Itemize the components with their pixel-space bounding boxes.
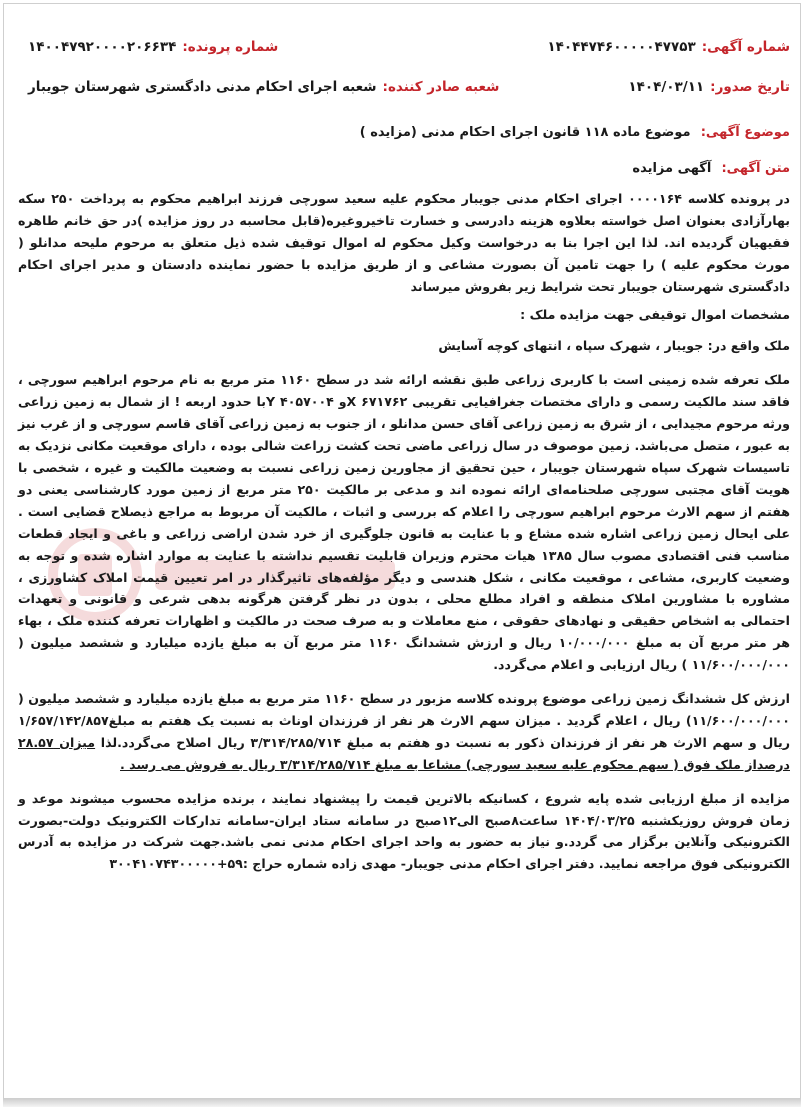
- case-number: [28, 39, 278, 55]
- meta-row-numbers: [18, 30, 790, 64]
- issue-date-label: تاریخ صدور:: [710, 79, 790, 95]
- paragraph-valuation: [18, 688, 790, 776]
- case-number-label: شماره پرونده:: [182, 39, 279, 55]
- paragraph-property-description: ملک تعرفه شده زمینی است با کاربری زراعی طبق نقشه ارائه شد در سطح ۱۱۶۰ متر مربع به نام مرحوم ابراهیم سورچی ، فاقد سند مالکیت رسمی و دارای مختصات جغرافیایی تقریبی ۶۷۱۷۶۲ Xو ۴۰۵۷۰۰۴ Yبا حدود اربعه ! از شمال به زمین زراعی ورثه مرحوم مجیدایی ، از شرق به زمین زراعی آقای حسن مدانلو ، از جنوب به زمین زراعی آقای قاسم سورچی و از غرب نیز به عبور ، متصل می‌باشد. زمین موصوف در سال زراعی ماضی تحت کشت زراعت شالی بوده ، دارای موقعیت مکانی نزدیک به تاسیسات شهرک سپاه شهرستان جویبار ، حین تحقیق از مجاورین زمین زراعی نسبت به وضعیت مالکیت و غیره ، شخصی با هویت آقای مجتبی سورچی صلحنامه‌ای ارائه نموده اند و مدعی بر مالکیت ۲۵۰ متر مربع از زمین مورد کارشناسی یعنی دو هفتم از سهم الارث مرحوم ابراهیم سورچی را اعلام که بررسی و اثبات ، مالکیت آن مربوط به مراجع ذیصلاح قضایی است . علی ایحال زمین زراعی اشاره شده مشاع و با عنایت به قانون جلوگیری از خرد شدن اراضی زراعی و باغی و ایجاد قطعات مناسب فنی اقتصادی مصوب سال ۱۳۸۵ هیات محترم وزیران قابلیت تقسیم نداشته با عنایت به موارد اشاره شده و توجه به وضعیت کاربری، مشاعی ، موقعیت مکانی ، شکل هندسی و دیگر مؤلفه‌های تاثیرگذار در امر تعیین قیمت املاک کشاورزی ، مشاوره با مشاورین املاک منطقه و افراد مطلع محلی ، بدون در نظر گرفتن هرگونه بدهی شرعی و قانونی و تعهدات احتمالی به اشخاص حقیقی و نهادهای حقوقی ، منع معاملات و به صرف صحت در مالکیت و اظهارات تعرفه کننده ملک ، بهاء هر متر مربع آن به مبلغ ۱۰/۰۰۰/۰۰۰ ریال و ارزش ششدانگ ۱۱۶۰ متر مربع آن به مبلغ یازده میلیارد و ششصد میلیون ( ۱۱/۶۰۰/۰۰۰/۰۰۰ ) ریال ارزیابی و اعلام می‌گردد.: [18, 372, 791, 673]
- text-heading-line: [18, 158, 790, 180]
- meta-row-date-issuer: [18, 70, 790, 104]
- paragraph-auction-terms: مزایده از مبلغ ارزیابی شده پایه شروع ، کسانیکه بالاترین قیمت را پیشنهاد نمایند ، برنده مزایده محسوب میشوند موعد و زمان فروش روزیکشنبه ۱۴۰۴/۰۳/۲۵ ساعت۸صبح الی۱۲صبح در سامانه ستاد ایران-سامانه تدارکات الکترونیک دولت-بصورت الکترونیکی وآنلاین برگزار می گردد.و نیاز به حضور به واحد اجرای احکام مدنی نمی باشد.جهت شرکت در مزایده به آدرس الکترونیکی فوق مراجعه نمایید. دفتر اجرای احکام مدنی جویبار- مهدی زاده شماره حراج :۵۹+۳۰۰۴۱۰۷۴۳۰۰۰۰۰: [18, 790, 791, 872]
- issuer-label: شعبه صادر کننده:: [382, 79, 500, 95]
- valuation-text: ارزش کل ششدانگ زمین زراعی موضوع پرونده کلاسه مزبور در سطح ۱۱۶۰ متر مربع به مبلغ یازده میلیارد و ششصد میلیون ( ۱۱/۶۰۰/۰۰۰/۰۰۰) ریال ، اعلام گردید . میزان سهم الارث هر نفر از فرزندان اوناث به نسبت یک هفتم به مبلغ۱/۶۵۷/۱۴۲/۸۵۷ ریال و سهم الارث هر نفر از فرزندان ذکور به نسبت دو هفتم به مبلغ ۳/۳۱۴/۲۸۵/۷۱۴ ریال اصلاح می‌گردد.لذا: [18, 691, 790, 750]
- case-number-value: ۱۴۰۰۴۷۹۲۰۰۰۰۲۰۶۶۳۴: [28, 39, 177, 55]
- ad-number: [547, 39, 790, 55]
- text-heading-label: متن آگهی:: [721, 161, 790, 176]
- page-bottom-shadow: [3, 1099, 801, 1107]
- subject-label: موضوع آگهی:: [700, 125, 790, 140]
- paragraph-case-intro: در پرونده کلاسه ۰۰۰۰۱۶۴ اجرای احکام مدنی جویبار محکوم علیه سعید سورچی فرزند ابراهیم محکوم به پرداخت ۲۵۰ سکه بهارآزادی بعنوان اصل خواسته بعلاوه هزینه دادرسی و خسارت تاخیروغیره(قابل محاسبه در روز مزایده )در حق خانم طاهره فقیهیان گردیده اند. لذا این اجرا بنا به درخواست وکیل محکوم له اموال توقیف شده ذیل متعلق به مرحوم ملیحه مدانلو ( مورث محکوم علیه ) را جهت تامین آن بصورت مشاعی و از طریق مزایده با حضور نماینده دادستان و مدیر اجرای احکام دادگستری شهرستان جویبار تحت شرایط زیر بفروش میرساند: [18, 191, 790, 294]
- issuer-value: شعبه اجرای احکام مدنی دادگستری شهرستان جویبار: [28, 79, 377, 95]
- subject-line: [18, 122, 790, 144]
- ad-number-value: ۱۴۰۴۴۷۴۶۰۰۰۰۰۴۷۷۵۳: [547, 39, 696, 55]
- issue-date: [628, 79, 790, 95]
- issuer: [28, 79, 499, 95]
- ad-number-label: شماره آگهی:: [701, 39, 790, 55]
- valuation-share-underlined: میزان ۲۸.۵۷ درصداز ملک فوق ( سهم محکوم علیه سعید سورچی) مشاعا به مبلغ ۳/۳۱۴/۲۸۵/۷۱۴ ریال به فروش می رسد .: [18, 734, 790, 772]
- subject-value: موضوع ماده ۱۱۸ قانون اجرای احکام مدنی (مزایده ): [359, 125, 691, 140]
- paragraph-property-location: ملک واقع در: جویبار ، شهرک سپاه ، انتهای کوچه آسایش: [438, 338, 790, 354]
- text-heading-value: آگهی مزایده: [632, 161, 712, 176]
- paragraph-property-heading: مشخصات اموال توقیفی جهت مزایده ملک :: [520, 306, 790, 322]
- ad-content: [18, 30, 790, 875]
- issue-date-value: ۱۴۰۴/۰۳/۱۱: [628, 79, 705, 95]
